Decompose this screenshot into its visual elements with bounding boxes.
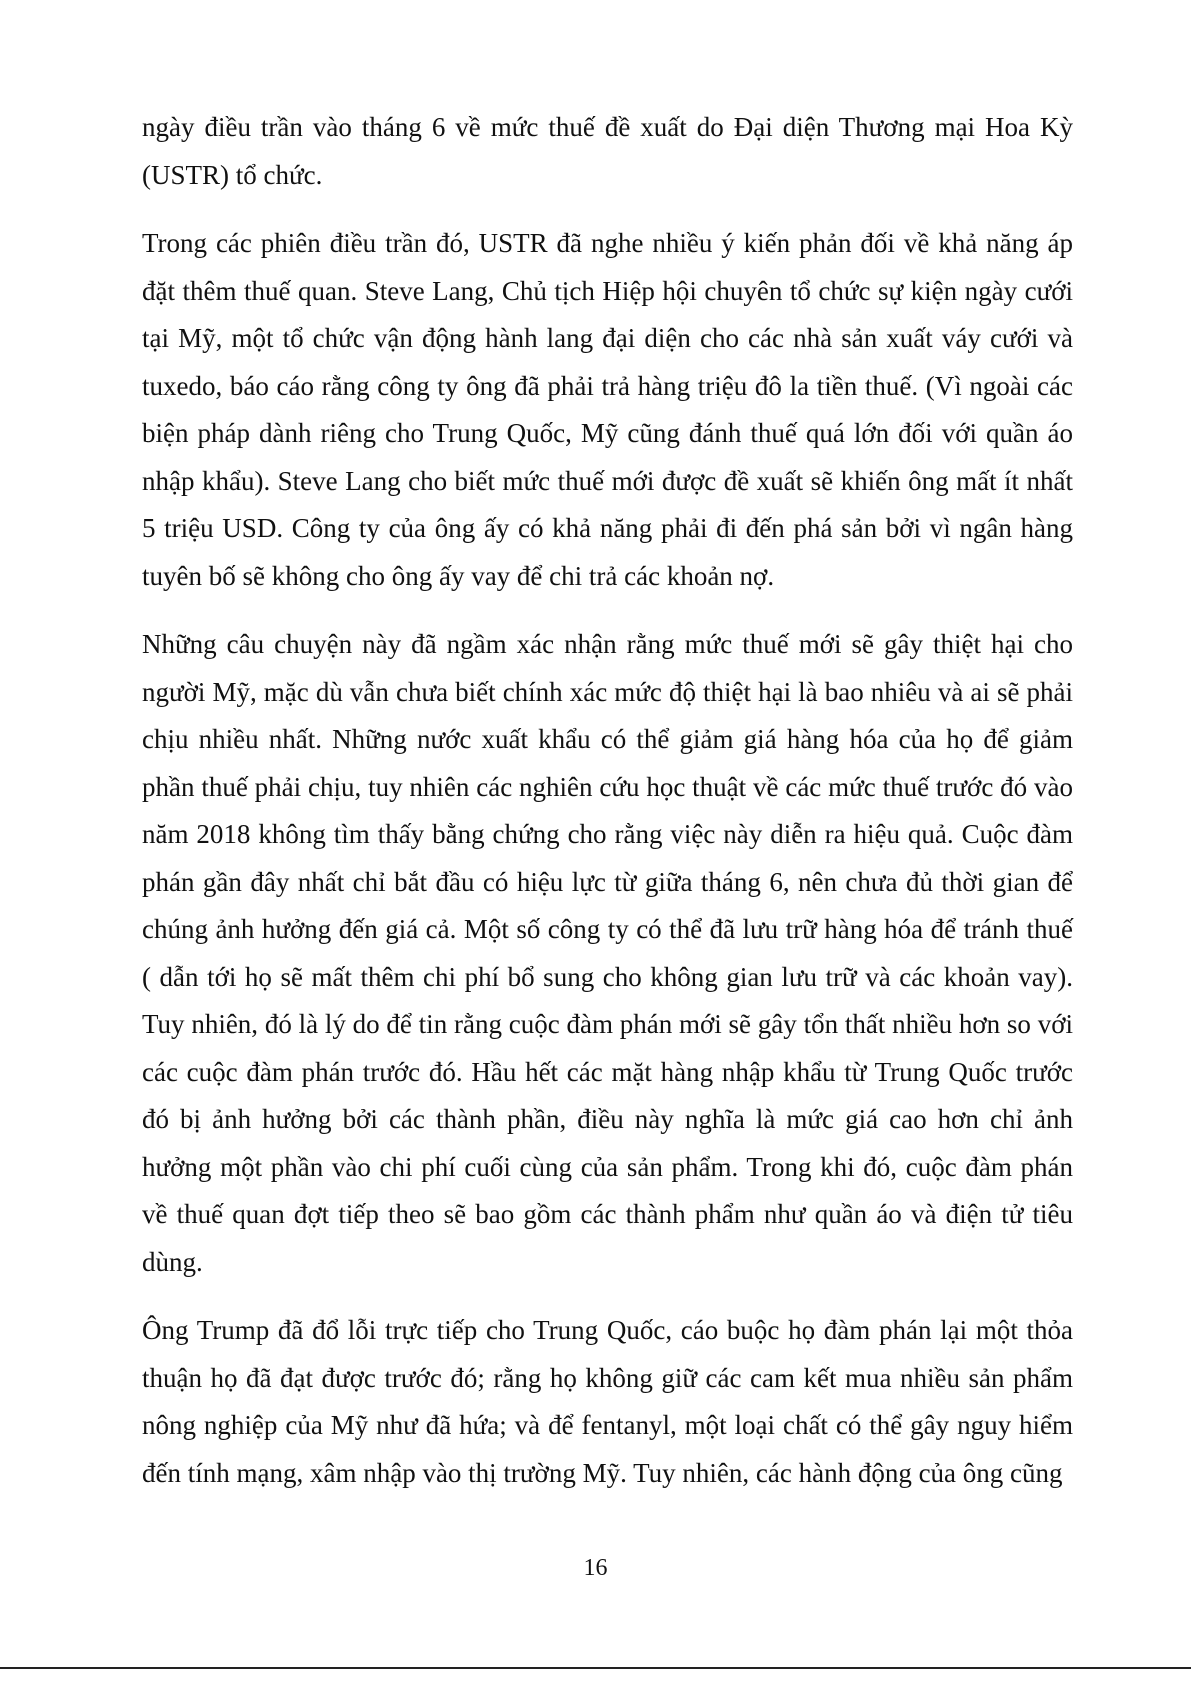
paragraph-3: Những câu chuyện này đã ngầm xác nhận rằng mức thuế mới sẽ gây thiệt hại cho người Mỹ, mặc dù vẫn chưa biết chính xác mức độ thiệt hại là bao nhiêu và ai sẽ phải chịu nhiều nhất. Những nước xuất khẩu có thể giảm giá hàng hóa của họ để giảm phần thuế phải chịu, tuy nhiên các nghiên cứu học thuật về các mức thuế trước đó vào năm 2018 không tìm thấy bằng chứng cho rằng việc này diễn ra hiệu quả. Cuộc đàm phán gần đây nhất chỉ bắt đầu có hiệu lực từ giữa tháng 6, nên chưa đủ thời gian để chúng ảnh hưởng đến giá cả. Một số công ty có thể đã lưu trữ hàng hóa để tránh thuế ( dẫn tới họ sẽ mất thêm chi phí bổ sung cho không gian lưu trữ và các khoản vay). Tuy nhiên, đó là lý do để tin rằng cuộc đàm phán mới sẽ gây tổn thất nhiều hơn so với các cuộc đàm phán trước đó. Hầu hết các mặt hàng nhập khẩu từ Trung Quốc trước đó bị ảnh hưởng bởi các thành phần, điều này nghĩa là mức giá cao hơn chỉ ảnh hưởng một phần vào chi phí cuối cùng của sản phẩm. Trong khi đó, cuộc đàm phán về thuế quan đợt tiếp theo sẽ bao gồm các thành phẩm như quần áo và điện tử tiêu dùng. [142, 629, 1073, 1277]
paragraph-4: Ông Trump đã đổ lỗi trực tiếp cho Trung Quốc, cáo buộc họ đàm phán lại một thỏa thuận họ đã đạt được trước đó; rằng họ không giữ các cam kết mua nhiều sản phẩm nông nghiệp của Mỹ như đã hứa; và để fentanyl, một loại chất có thể gây nguy hiểm đến tính mạng, xâm nhập vào thị trường Mỹ. Tuy nhiên, các hành động của ông cũng [142, 1315, 1073, 1488]
paragraph-1: ngày điều trần vào tháng 6 về mức thuế đề xuất do Đại diện Thương mại Hoa Kỳ (USTR) tổ chức. [142, 112, 1073, 190]
page-number: 16 [583, 1555, 608, 1581]
paragraph-2: Trong các phiên điều trần đó, USTR đã nghe nhiều ý kiến phản đối về khả năng áp đặt thêm thuế quan. Steve Lang, Chủ tịch Hiệp hội chuyên tổ chức sự kiện ngày cưới tại Mỹ, một tổ chức vận động hành lang đại diện cho các nhà sản xuất váy cưới và tuxedo, báo cáo rằng công ty ông đã phải trả hàng triệu đô la tiền thuế. (Vì ngoài các biện pháp dành riêng cho Trung Quốc, Mỹ cũng đánh thuế quá lớn đối với quần áo nhập khẩu). Steve Lang cho biết mức thuế mới được đề xuất sẽ khiến ông mất ít nhất 5 triệu USD. Công ty của ông ấy có khả năng phải đi đến phá sản bởi vì ngân hàng tuyên bố sẽ không cho ông ấy vay để chi trả các khoản nợ. [142, 228, 1073, 591]
page-body [142, 104, 1073, 1518]
bottom-divider [0, 1667, 1191, 1669]
